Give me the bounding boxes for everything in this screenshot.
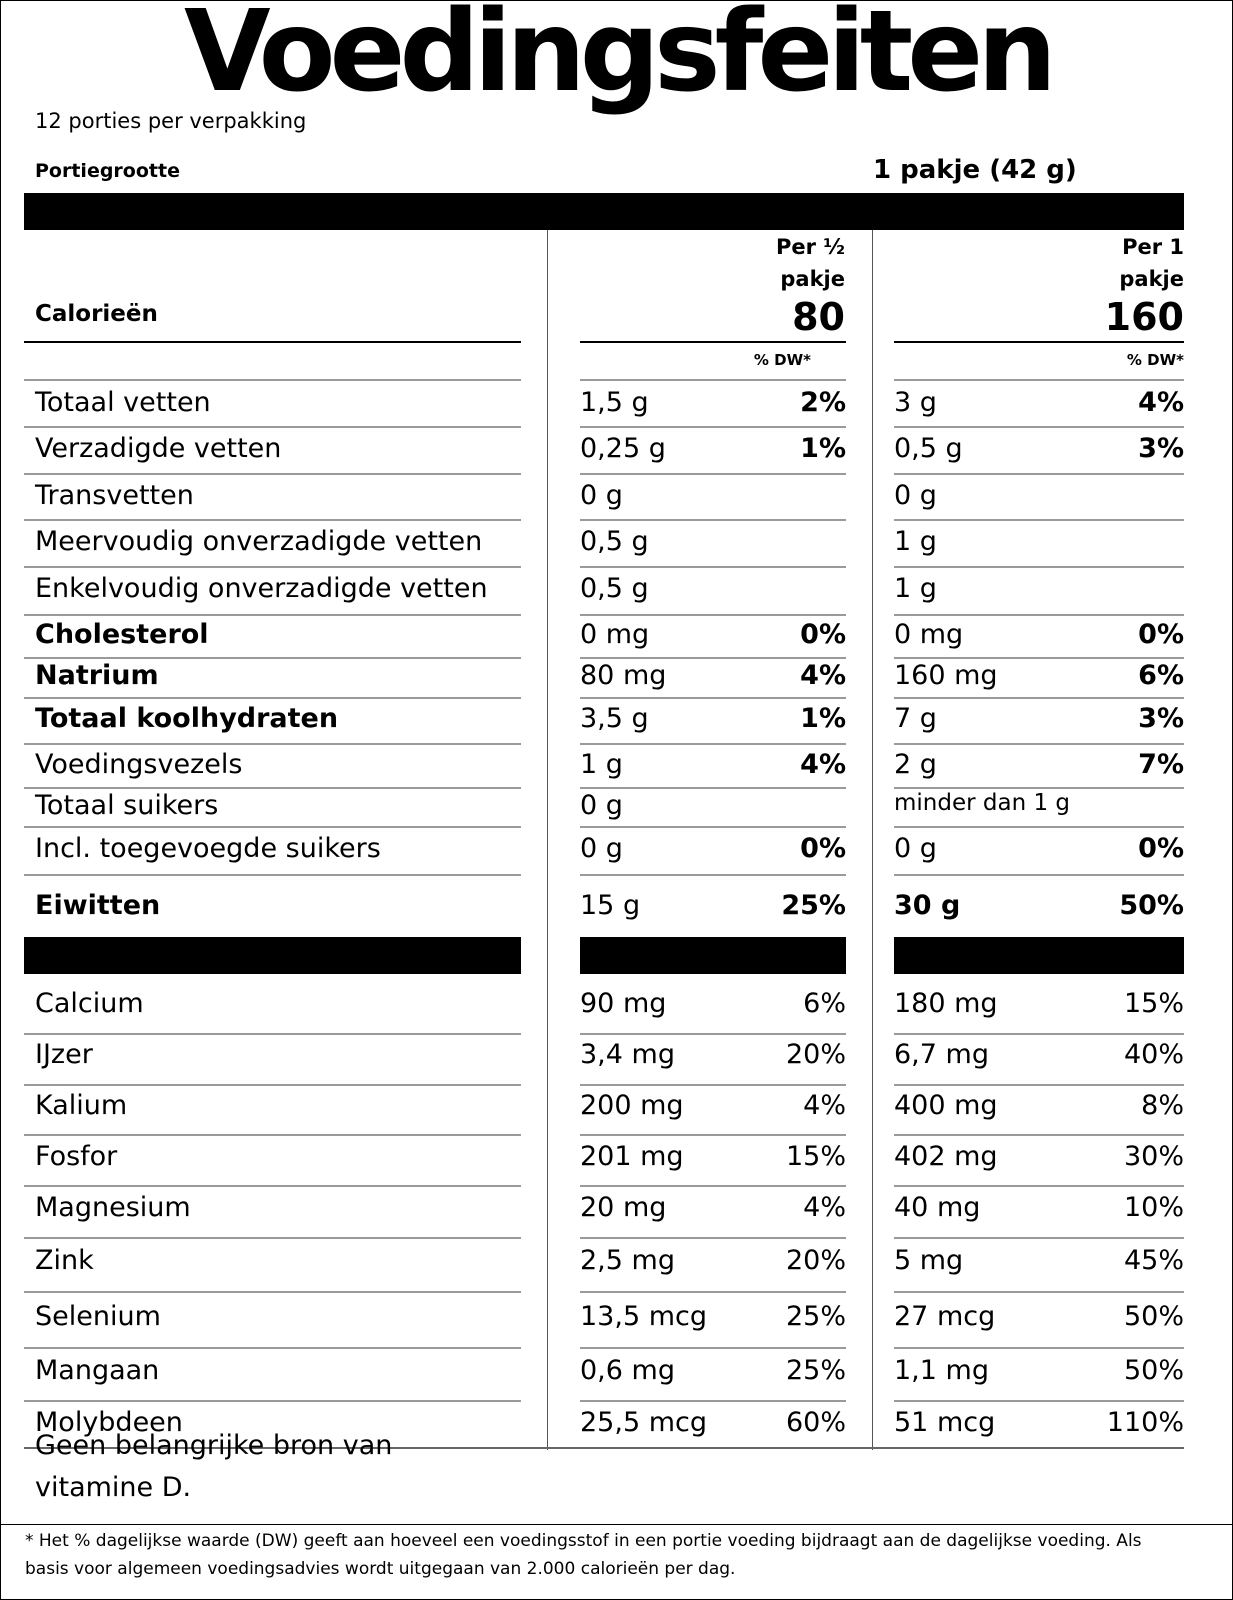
minerals-full-dv: 8% <box>1141 1090 1184 1121</box>
nutrients-half-amount: 0,5 g <box>580 573 649 604</box>
minerals-full-dv: 30% <box>1123 1141 1184 1172</box>
nutrients-half-amount: 0 g <box>580 833 623 864</box>
minerals-rule-7-full <box>894 1400 1184 1402</box>
minerals-rule-7-name <box>24 1400 521 1402</box>
full-calories-value: 160 <box>1104 295 1184 339</box>
nutrients-full-dv: 0% <box>1138 833 1184 864</box>
nutrients-rule-0-half <box>580 379 846 381</box>
minerals-half-amount: 201 mg <box>580 1141 684 1172</box>
nutrients-rule-9-full <box>894 787 1184 789</box>
nutrients-rule-10-name <box>24 826 521 828</box>
minerals-rule-7-half <box>580 1400 846 1402</box>
minerals-full-amount: 1,1 mg <box>894 1355 989 1386</box>
nutrients-half-dv: 2% <box>800 387 846 418</box>
minerals-full-amount: 5 mg <box>894 1245 964 1276</box>
nutrients-rule-5-name <box>24 614 521 616</box>
minerals-half-amount: 2,5 mg <box>580 1245 675 1276</box>
nutrients-half-dv: 1% <box>800 433 846 464</box>
nutrients-half-amount: 0,25 g <box>580 433 666 464</box>
nutrients-full-amount: 0 g <box>894 480 937 511</box>
nutrients-full-amount: 3 g <box>894 387 937 418</box>
nutrients-name: Totaal suikers <box>35 790 219 821</box>
nutrients-half-dv: 25% <box>781 890 846 921</box>
nutrients-rule-11-half <box>580 874 846 876</box>
footnote-rule <box>1 1524 1233 1525</box>
nutrients-half-amount: 0 g <box>580 790 623 821</box>
nutrients-name: Meervoudig onverzadigde vetten <box>35 526 483 557</box>
nutrients-rule-4-name <box>24 566 521 568</box>
minerals-half-dv: 20% <box>785 1039 846 1070</box>
nutrients-name: Cholesterol <box>35 619 209 650</box>
nutrients-full-amount: minder dan 1 g <box>894 790 1071 816</box>
nutrients-full-dv: 7% <box>1138 749 1184 780</box>
column-divider-right <box>872 230 873 1450</box>
nutrients-full-amount: 30 g <box>894 890 961 921</box>
minerals-half-dv: 25% <box>785 1301 846 1332</box>
minerals-rule-2-name <box>24 1134 521 1136</box>
nutrients-rule-1-full <box>894 426 1184 428</box>
nutrients-half-amount: 0,5 g <box>580 526 649 557</box>
minerals-half-amount: 3,4 mg <box>580 1039 675 1070</box>
nutrients-rule-7-name <box>24 697 521 699</box>
minerals-half-dv: 25% <box>785 1355 846 1386</box>
vitamin-d-note-line1: Geen belangrijke bron van <box>35 1430 393 1461</box>
minerals-half-amount: 25,5 mcg <box>580 1407 707 1438</box>
minerals-full-dv: 50% <box>1123 1301 1184 1332</box>
nutrients-full-dv: 6% <box>1138 660 1184 691</box>
nutrients-rule-1-name <box>24 426 521 428</box>
minerals-rule-4-full <box>894 1237 1184 1239</box>
calories-label: Calorieën <box>35 301 158 327</box>
nutrients-rule-3-name <box>24 519 521 521</box>
minerals-name: Magnesium <box>35 1192 191 1223</box>
minerals-full-amount: 6,7 mg <box>894 1039 989 1070</box>
minerals-full-amount: 180 mg <box>894 988 998 1019</box>
minerals-name: Molybdeen <box>35 1407 183 1438</box>
minerals-half-dv: 60% <box>785 1407 846 1438</box>
minerals-rule-5-full <box>894 1291 1184 1293</box>
nutrients-half-dv: 0% <box>800 619 846 650</box>
minerals-rule-0-full <box>894 1033 1184 1035</box>
nutrients-rule-6-full <box>894 657 1184 659</box>
nutrients-half-amount: 0 mg <box>580 619 650 650</box>
column-divider-left <box>547 230 548 1450</box>
minerals-rule-3-full <box>894 1185 1184 1187</box>
minerals-full-amount: 402 mg <box>894 1141 998 1172</box>
nutrients-rule-9-name <box>24 787 521 789</box>
nutrients-half-amount: 1,5 g <box>580 387 649 418</box>
minerals-name: Selenium <box>35 1301 161 1332</box>
full-dv-header: % DW* <box>1126 351 1184 369</box>
nutrients-rule-9-half <box>580 787 846 789</box>
half-column-header <box>581 231 845 295</box>
minerals-name: Fosfor <box>35 1141 118 1172</box>
nutrients-half-amount: 1 g <box>580 749 623 780</box>
nutrients-name: Natrium <box>35 660 159 691</box>
minerals-rule-2-half <box>580 1134 846 1136</box>
vitamin-d-note <box>35 1425 392 1509</box>
nutrients-full-amount: 0,5 g <box>894 433 963 464</box>
label-title: Voedingsfeiten <box>184 0 1051 117</box>
nutrients-half-dv: 0% <box>800 833 846 864</box>
minerals-rule-1-half <box>580 1084 846 1086</box>
minerals-full-dv: 40% <box>1123 1039 1184 1070</box>
footnote-line2: basis voor algemeen voedingsadvies wordt uitgegaan van 2.000 calorieën per dag. <box>25 1559 736 1579</box>
minerals-half-amount: 90 mg <box>580 988 667 1019</box>
minerals-name: Calcium <box>35 988 144 1019</box>
daily-value-footnote <box>25 1527 1225 1583</box>
minerals-full-amount: 40 mg <box>894 1192 981 1223</box>
serving-size-value: 1 pakje (42 g) <box>873 155 1077 185</box>
nutrients-rule-7-half <box>580 697 846 699</box>
full-column-header <box>894 231 1184 295</box>
nutrients-rule-4-full <box>894 566 1184 568</box>
nutrients-name: Transvetten <box>35 480 194 511</box>
half-dv-header: % DW* <box>753 351 811 369</box>
nutrients-half-amount: 80 mg <box>580 660 667 691</box>
nutrients-rule-7-full <box>894 697 1184 699</box>
nutrients-rule-2-full <box>894 473 1184 475</box>
minerals-rule-0-name <box>24 1033 521 1035</box>
nutrients-rule-3-full <box>894 519 1184 521</box>
nutrients-full-amount: 0 mg <box>894 619 964 650</box>
nutrients-rule-2-name <box>24 473 521 475</box>
minerals-name: Zink <box>35 1245 94 1276</box>
top-divider-bar <box>24 193 1184 230</box>
minerals-rule-6-half <box>580 1347 846 1349</box>
nutrients-full-amount: 0 g <box>894 833 937 864</box>
minerals-rule-4-name <box>24 1237 521 1239</box>
nutrients-full-amount: 2 g <box>894 749 937 780</box>
mineral-divider-bar-half <box>580 937 846 974</box>
minerals-name: Kalium <box>35 1090 128 1121</box>
half-header-line1: Per ½ <box>775 235 845 259</box>
nutrients-full-amount: 1 g <box>894 573 937 604</box>
minerals-name: Mangaan <box>35 1355 160 1386</box>
nutrients-rule-10-half <box>580 826 846 828</box>
nutrients-rule-3-half <box>580 519 846 521</box>
nutrients-name: Verzadigde vetten <box>35 433 282 464</box>
nutrients-rule-0-full <box>894 379 1184 381</box>
nutrients-rule-6-name <box>24 657 521 659</box>
nutrients-name: Totaal koolhydraten <box>35 703 339 734</box>
nutrients-full-amount: 160 mg <box>894 660 998 691</box>
full-header-line2: pakje <box>1119 267 1184 291</box>
nutrients-half-amount: 15 g <box>580 890 641 921</box>
calories-rule-half <box>580 341 846 343</box>
calories-rule-full <box>894 341 1184 343</box>
minerals-half-amount: 200 mg <box>580 1090 684 1121</box>
nutrients-half-amount: 3,5 g <box>580 703 649 734</box>
nutrients-rule-10-full <box>894 826 1184 828</box>
minerals-full-dv: 15% <box>1123 988 1184 1019</box>
nutrients-rule-8-half <box>580 743 846 745</box>
calories-rule-name <box>24 341 521 343</box>
minerals-rule-1-full <box>894 1084 1184 1086</box>
full-header-line1: Per 1 <box>1122 235 1184 259</box>
nutrients-rule-6-half <box>580 657 846 659</box>
minerals-rule-6-name <box>24 1347 521 1349</box>
nutrients-name: Enkelvoudig onverzadigde vetten <box>35 573 488 604</box>
minerals-rule-3-half <box>580 1185 846 1187</box>
serving-size-label: Portiegrootte <box>35 160 180 182</box>
minerals-half-dv: 4% <box>803 1192 846 1223</box>
half-calories-value: 80 <box>792 295 845 339</box>
minerals-rule-1-name <box>24 1084 521 1086</box>
minerals-half-amount: 0,6 mg <box>580 1355 675 1386</box>
minerals-full-amount: 400 mg <box>894 1090 998 1121</box>
half-header-line2: pakje <box>780 267 845 291</box>
nutrients-full-amount: 1 g <box>894 526 937 557</box>
nutrients-name: Incl. toegevoegde suikers <box>35 833 381 864</box>
nutrients-rule-2-half <box>580 473 846 475</box>
nutrients-half-dv: 4% <box>800 660 846 691</box>
minerals-full-dv: 10% <box>1123 1192 1184 1223</box>
nutrients-rule-11-full <box>894 874 1184 876</box>
nutrients-full-dv: 0% <box>1138 619 1184 650</box>
servings-per-container: 12 porties per verpakking <box>35 109 307 133</box>
nutrients-full-amount: 7 g <box>894 703 937 734</box>
nutrients-half-amount: 0 g <box>580 480 623 511</box>
nutrients-rule-4-half <box>580 566 846 568</box>
minerals-rule-4-half <box>580 1237 846 1239</box>
nutrients-full-dv: 3% <box>1138 703 1184 734</box>
nutrients-name: Totaal vetten <box>35 387 211 418</box>
mineral-divider-bar-name <box>24 937 521 974</box>
minerals-full-amount: 27 mcg <box>894 1301 996 1332</box>
vitamin-d-note-line2: vitamine D. <box>35 1472 192 1503</box>
footnote-line1: * Het % dagelijkse waarde (DW) geeft aan hoeveel een voedingsstof in een portie voeding bijdraagt aan de dagelijkse voeding. Als <box>25 1531 1142 1551</box>
minerals-rule-6-full <box>894 1347 1184 1349</box>
nutrients-rule-1-half <box>580 426 846 428</box>
minerals-rule-5-name <box>24 1291 521 1293</box>
nutrients-name: Voedingsvezels <box>35 749 243 780</box>
minerals-name: IJzer <box>35 1039 93 1070</box>
minerals-rule-0-half <box>580 1033 846 1035</box>
nutrients-rule-5-half <box>580 614 846 616</box>
minerals-half-amount: 13,5 mcg <box>580 1301 707 1332</box>
minerals-rule-2-full <box>894 1134 1184 1136</box>
nutrients-rule-8-full <box>894 743 1184 745</box>
nutrients-half-dv: 1% <box>800 703 846 734</box>
minerals-full-dv: 50% <box>1123 1355 1184 1386</box>
mineral-divider-bar-full <box>894 937 1184 974</box>
minerals-full-amount: 51 mcg <box>894 1407 996 1438</box>
minerals-half-dv: 6% <box>803 988 846 1019</box>
nutrients-rule-0-name <box>24 379 521 381</box>
minerals-half-dv: 4% <box>803 1090 846 1121</box>
nutrients-half-dv: 4% <box>800 749 846 780</box>
minerals-rule-5-half <box>580 1291 846 1293</box>
minerals-full-dv: 110% <box>1106 1407 1184 1438</box>
minerals-half-amount: 20 mg <box>580 1192 667 1223</box>
nutrients-rule-8-name <box>24 743 521 745</box>
nutrients-rule-11-name <box>24 874 521 876</box>
nutrients-full-dv: 4% <box>1138 387 1184 418</box>
minerals-half-dv: 20% <box>785 1245 846 1276</box>
nutrients-full-dv: 3% <box>1138 433 1184 464</box>
nutrients-full-dv: 50% <box>1119 890 1184 921</box>
nutrients-name: Eiwitten <box>35 890 161 921</box>
minerals-half-dv: 15% <box>785 1141 846 1172</box>
minerals-full-dv: 45% <box>1123 1245 1184 1276</box>
nutrients-rule-5-full <box>894 614 1184 616</box>
minerals-rule-3-name <box>24 1185 521 1187</box>
